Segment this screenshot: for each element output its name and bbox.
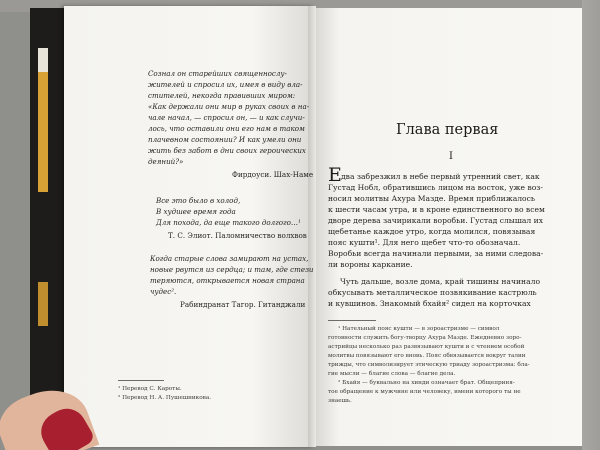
body-line: Воробьи всегда начинали первыми, за ними следова- [328,249,544,258]
epigraph-line: В худшее время года [156,207,236,216]
footnote: ² Бхайя — буквально на хинди означает брат. Общеприня- [338,380,515,386]
body-line: два забрезжил в небе первый утренний свет, как [341,172,540,181]
body-line: носил молитвы Ахура Мазде. Время приближалось [328,194,536,203]
body-line: щебетанье каждое утро, когда молился, повязывая [328,227,536,236]
epigraph-line: лось, что оставили они его нам в таком [148,124,305,133]
footnote: гие мысли — благие слова — благие дела. [328,371,456,377]
epigraph-line: плачевном состоянии? И как умели они [148,135,302,144]
book-cover-edge [30,8,66,448]
epigraph-attribution: Рабиндранат Тагор. Гитанджали [180,300,306,309]
cover-stripe [38,72,48,192]
body-line: и кувшинов. Знакомый бхайя² сидел на корточках [328,299,531,308]
body-line: к шести часам утра, и в кроне единственного во всем [328,205,545,214]
body-line: ли вороны каркание. [328,260,413,269]
epigraph-line: теряются, открывается новая страна [150,276,305,285]
epigraph-line: новые рвутся из сердца; и там, где стези [150,265,314,274]
body-line: пояс кушти¹. Для него щебет что-то обозначал. [328,238,521,247]
epigraph-line: «Как держали они мир в руках своих в на- [148,102,310,111]
epigraph-line: деяний?» [148,157,184,166]
epigraph-line: жителей и спросил их, имея в виду вла- [148,80,303,89]
epigraph-line: чудес². [150,287,177,296]
footnote: ² Перевод Н. А. Пушешникова. [118,395,212,401]
body-line: обкусывать металлическое позвякивание кастрюль [328,288,537,297]
book-gutter [308,6,316,447]
epigraph-line: Все это было в холод, [156,196,241,205]
footnote: готовности служить богу-творцу Ахура Мазде. Ежедневно зоро- [328,335,522,341]
footnote: трижды, что символизирует этическую триаду зороастризма: бла- [328,362,530,368]
epigraph-line: чале начал, — спросил он, — и как случи- [148,113,305,122]
section-number: I [449,151,453,162]
epigraph-attribution: Т. С. Элиот. Паломничество волхвов [168,231,307,240]
footnote: тое обращение к мужчине или человеку, имени которого ты не [328,389,521,395]
body-line: Густад Нобл, обратившись лицом на восток, уже воз- [328,183,544,192]
footnote: ¹ Перевод С. Кароты. [118,386,182,392]
footnote: молитвы повязывают его вновь. Пояс обвязывается вокруг талии [328,353,526,359]
body-line: дворе дерева зачирикали воробьи. Густад слышал их [328,216,544,225]
body-line: Чуть дальше, возле дома, край тишины начинало [340,277,541,286]
epigraph-line: Для похода, да еще такого долгого…¹ [156,218,301,227]
chapter-title: Глава первая [396,122,499,138]
footnote: знаешь. [328,398,352,404]
epigraph-line: Когда старые слова замирают на устах, [150,254,309,263]
footnote: ¹ Нательный пояс кушти — в зороастризме — символ [338,326,500,332]
footnote-rule [118,380,164,381]
epigraph-line: стителей, некогда правивших миром: [148,91,296,100]
epigraph-line: жить без забот в дни своих героических [148,146,306,155]
footnote: астрийцы несколько раз развязывают кушти и с чтением особой [328,344,525,350]
footnote-rule [328,320,376,321]
epigraph-attribution: Фирдоуси. Шах-Наме [232,170,314,179]
drop-cap: Е [328,164,342,186]
cover-stripe [38,282,48,326]
table-surface-right [582,0,600,450]
epigraph-line: Сознал он старейших священнослу- [148,69,287,78]
